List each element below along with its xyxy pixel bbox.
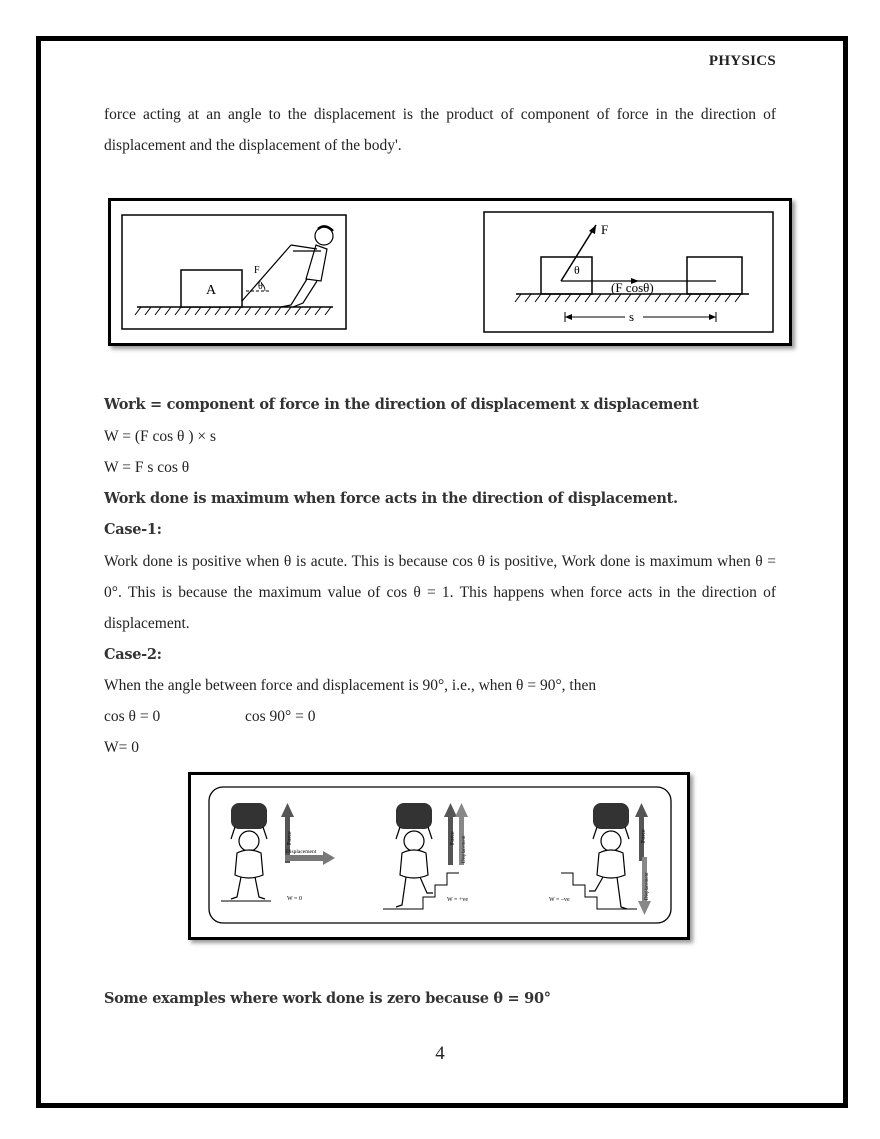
displacement-text-1: Displacement xyxy=(286,849,317,855)
panel-work-positive xyxy=(383,803,468,909)
displacement-arrow-left xyxy=(565,314,572,320)
case-1-heading: Case-1: xyxy=(104,521,162,538)
w-negative-label: W = –ve xyxy=(549,897,570,903)
maximum-note: Work done is maximum when force acts in the direction of displacement. xyxy=(104,490,678,507)
equation-1: W = (F cos θ ) × s xyxy=(104,428,217,445)
panel-work-negative xyxy=(549,803,651,915)
force-text-1: Force xyxy=(287,831,293,845)
block-final xyxy=(687,257,742,294)
theta-label-left: θ xyxy=(258,281,263,292)
displacement-arrow-right xyxy=(709,314,716,320)
stairs-down xyxy=(561,873,637,909)
figure-carrying-load xyxy=(188,772,690,940)
force-arrowhead-3 xyxy=(635,803,648,817)
displacement-text-3: Displacement xyxy=(645,872,650,900)
force-label-right: F xyxy=(601,222,609,237)
subject-header: PHYSICS xyxy=(708,53,776,69)
case-1-text: Work done is positive when θ is acute. This is because cos θ is positive, Work done is maximum when θ = 0°. This is because the maximum value of cos θ = 1. This happens when force acts in the direction of displacement. xyxy=(104,553,776,632)
theta-label-right: θ xyxy=(574,263,580,277)
rope xyxy=(242,245,291,301)
figure-carrying-load-drawing xyxy=(191,775,687,937)
block-a-label: A xyxy=(206,283,217,298)
page-number: 4 xyxy=(435,1043,445,1064)
displacement-label: s xyxy=(629,309,635,324)
case-2-heading: Case-2: xyxy=(104,646,162,663)
force-text-2: Force xyxy=(450,831,456,845)
load-3 xyxy=(593,803,629,829)
intro-paragraph: force acting at an angle to the displacement is the product of component of force in the direction of displacement and the displacement of the body'. xyxy=(104,106,776,154)
load-2 xyxy=(396,803,432,829)
ground-hatch-left xyxy=(135,307,331,315)
w-zero-label: W = 0 xyxy=(287,896,302,902)
force-arrowhead-2 xyxy=(444,803,457,817)
panel-work-zero xyxy=(221,803,335,902)
component-label: (F cosθ) xyxy=(611,280,654,295)
child-1 xyxy=(231,827,267,899)
force-label-left: F xyxy=(254,265,260,276)
case-2-text: When the angle between force and displacement is 90°, i.e., when θ = 90°, then xyxy=(104,677,597,694)
load-1 xyxy=(231,803,267,829)
force-arrowhead-1 xyxy=(281,803,294,817)
work-definition: Work = component of force in the direction of displacement x displacement xyxy=(104,396,699,413)
equation-2: W = F s cos θ xyxy=(104,459,190,476)
ground-hatch-right xyxy=(515,294,741,302)
displacement-arrow-1 xyxy=(285,855,325,861)
child-2 xyxy=(396,827,433,907)
force-text-3: Force xyxy=(641,829,647,843)
displacement-arrowhead-2 xyxy=(455,803,468,817)
figure-force-at-angle xyxy=(108,198,792,346)
examples-heading: Some examples where work done is zero because θ = 90° xyxy=(104,990,551,1007)
displacement-arrowhead-3 xyxy=(638,901,651,915)
block-initial xyxy=(541,257,592,294)
force-arrowhead xyxy=(589,225,596,234)
displacement-arrowhead-1 xyxy=(323,851,335,865)
displacement-text-2: Displacement xyxy=(462,835,467,863)
cos-theta-zero: cos θ = 0 xyxy=(104,708,161,725)
person-pulling xyxy=(281,226,333,307)
cos-90-zero: cos 90° = 0 xyxy=(245,708,316,725)
w-positive-label: W = +ve xyxy=(447,897,468,903)
figure-force-at-angle-drawing xyxy=(111,201,789,343)
work-zero: W= 0 xyxy=(104,739,139,756)
